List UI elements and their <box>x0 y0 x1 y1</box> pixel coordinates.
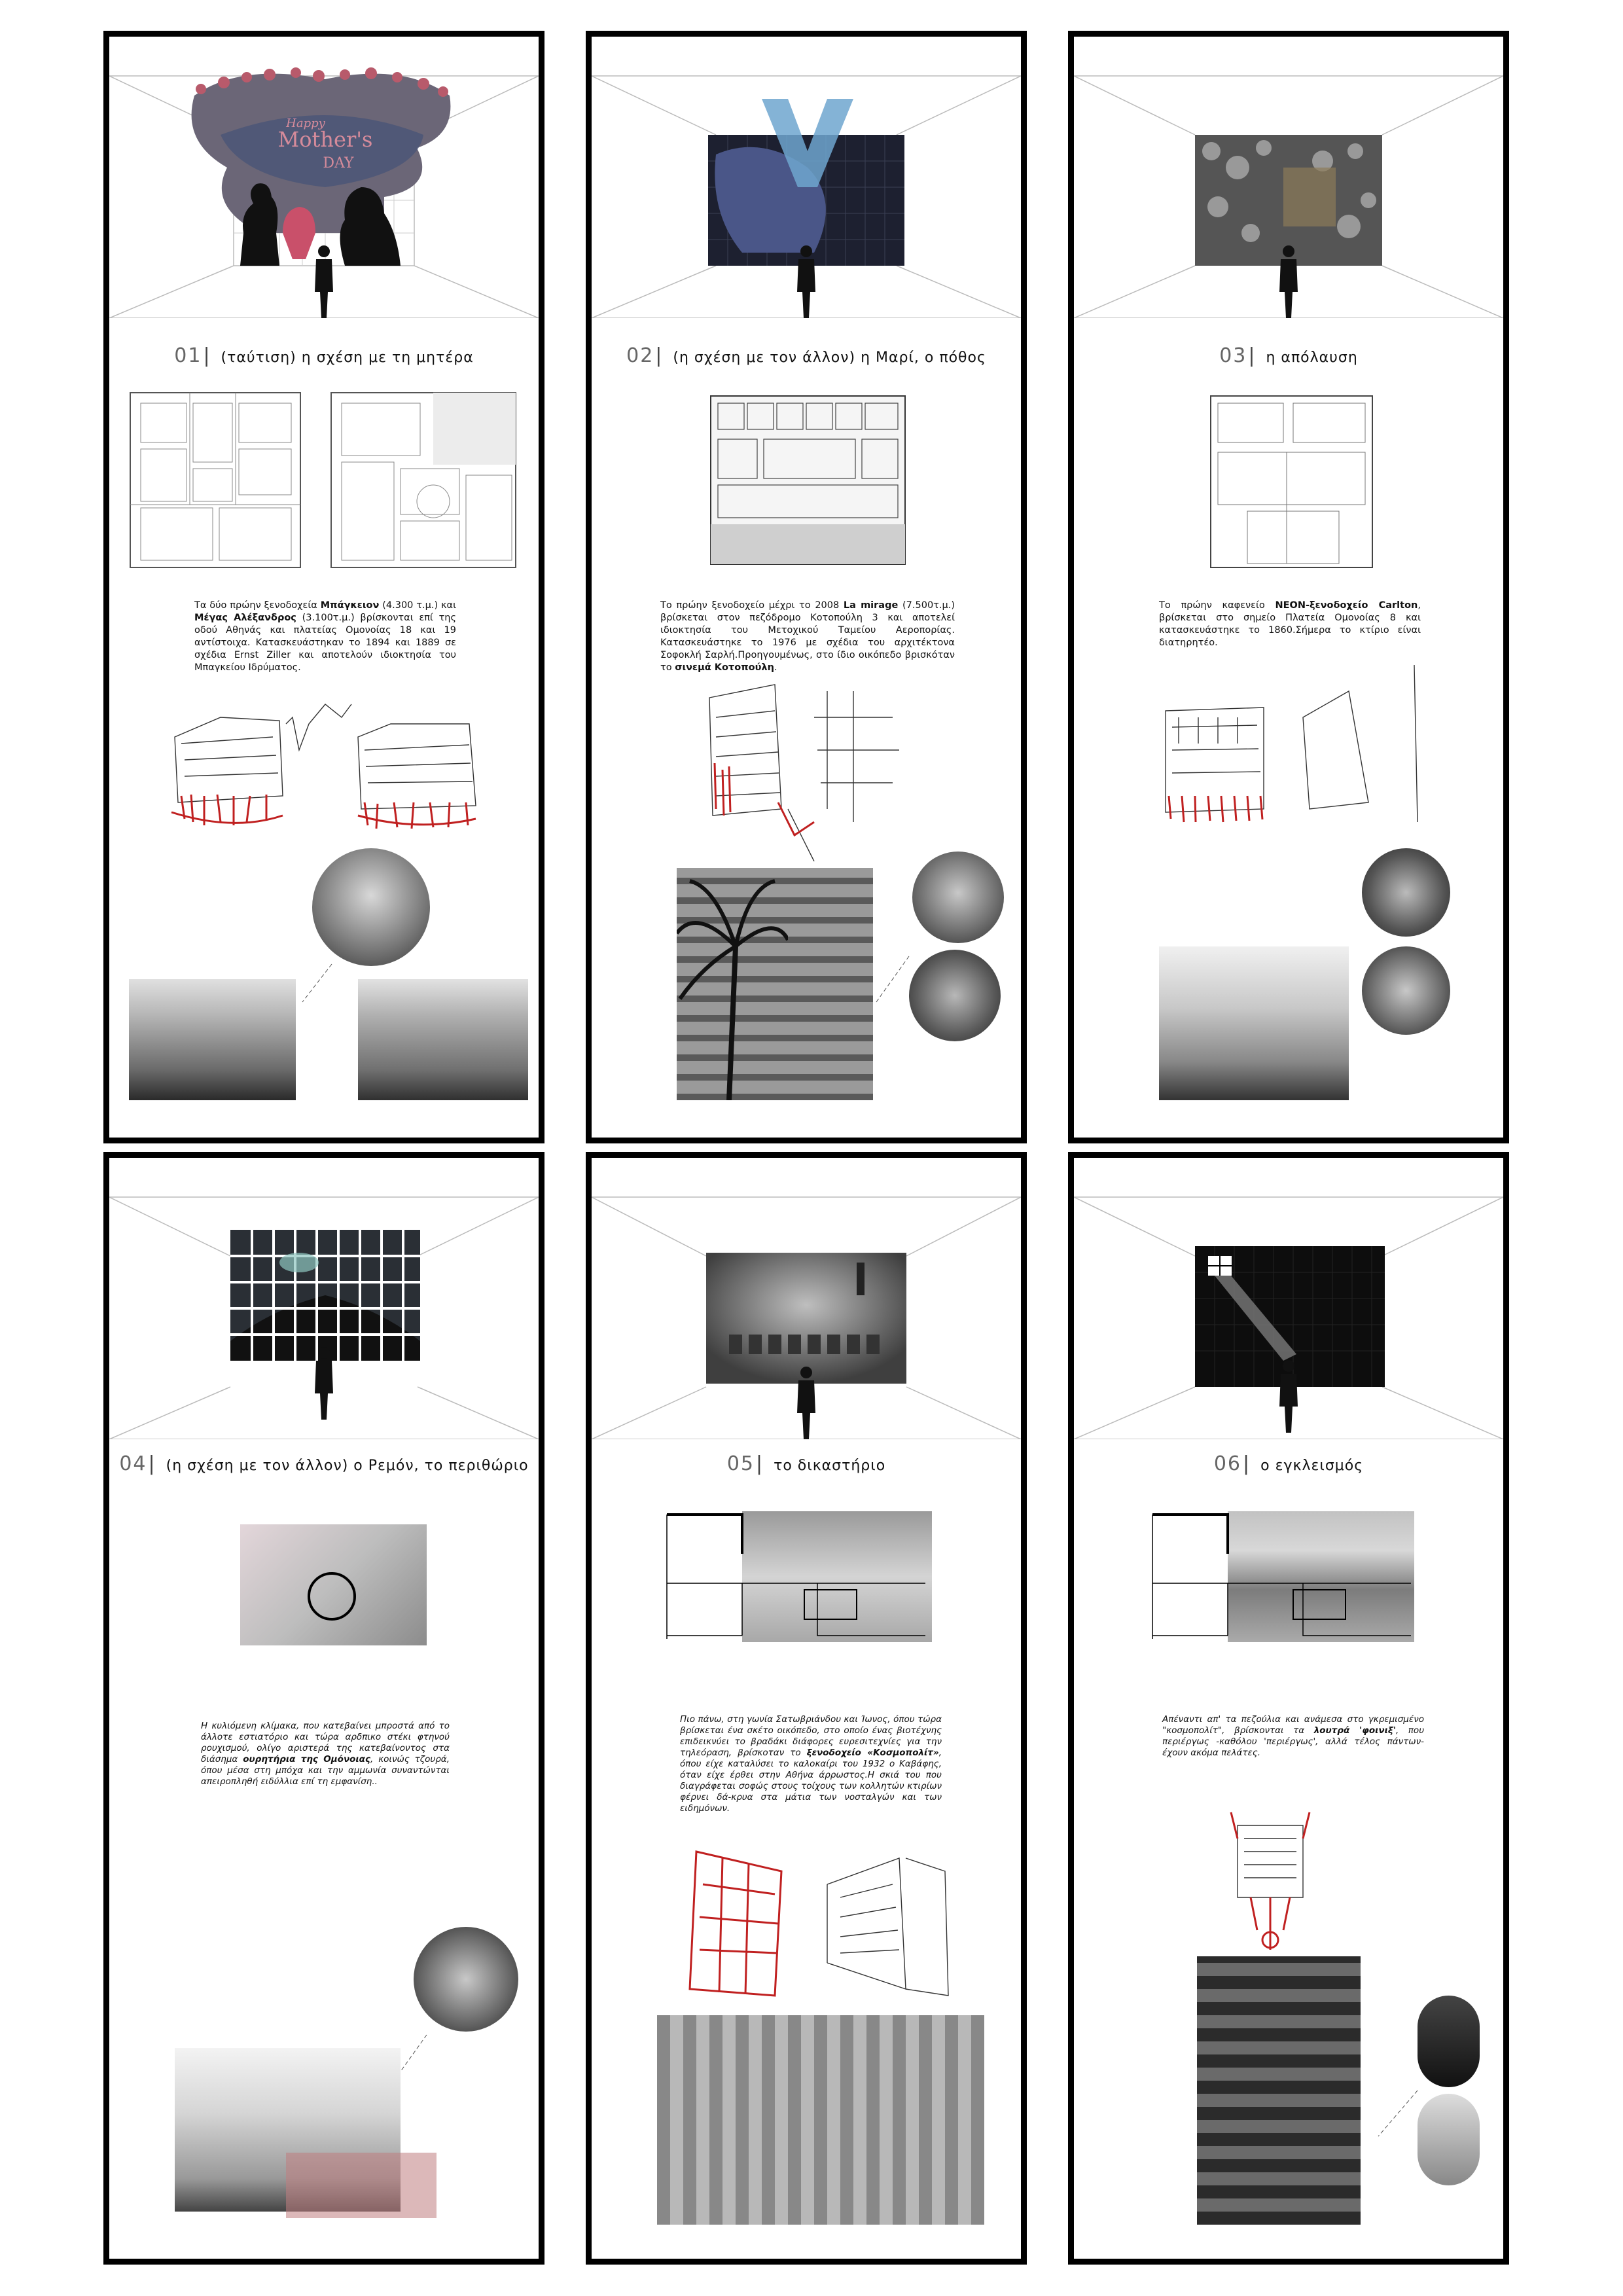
body-text-run: , που περιέργως -καθόλου 'περιέργως', αλλά τέλος πάντων- έχουν ακόμα πελάτες. <box>1162 1725 1425 1758</box>
panel-title: το δικαστήριο <box>774 1458 886 1474</box>
panel-number: 05 <box>726 1452 755 1475</box>
panel-05 <box>586 1152 1027 2265</box>
standing-figure <box>315 245 333 318</box>
people-photo-circle <box>414 1927 518 2032</box>
body-text-run: (4.300 τ.μ.) και <box>379 600 456 611</box>
site-outline <box>1149 1511 1424 1642</box>
building-photo <box>657 2015 984 2225</box>
body-text-run: Πιο πάνω, στη γωνία Σατωβριάνδου και Ίωνος, όπου τώρα βρίσκεται ένα σκέτο οικόπεδο, στο οποίο ένας βιοτέχνης επιδεικνύει το βραδάκι διάφορες ευρεσιτεχνίες για την τηλεόραση, βρίσκοταν το <box>680 1714 942 1758</box>
leader-line <box>873 953 912 1005</box>
room-perspective <box>1074 1158 1503 1439</box>
palm-silhouette <box>677 868 788 1100</box>
building-photo <box>1197 1956 1361 2225</box>
panel-heading: 02| (η σχέση με τον άλλον) η Μαρί, ο πόθος <box>626 344 986 367</box>
historic-photo-circle <box>912 852 1004 943</box>
panel-03 <box>1068 31 1509 1143</box>
building-sketch <box>696 678 912 861</box>
panel-title: (η σχέση με τον άλλον) ο Ρεμόν, το περιθώριο <box>166 1458 529 1474</box>
panel-heading: 05| το δικαστήριο <box>726 1452 886 1475</box>
leader-line <box>299 963 338 1009</box>
body-text-run: Η κυλιόμενη κλίμακα, που κατεβαίνει μπροστά από το άλλοτε εστιατόριο και τώρα αρδπικο στέκι φτηνού ρουχισμού, ολίγο αριστερά της κατεβαίνοντος στα διάσημα <box>201 1721 450 1765</box>
room-sign-top: Happy <box>286 117 325 130</box>
historic-photo-circle <box>1362 946 1450 1035</box>
room-perspective <box>109 1158 539 1439</box>
room-perspective <box>1074 37 1503 318</box>
body-text-run: . <box>774 662 777 673</box>
floor-plan-left <box>128 390 303 570</box>
panel-title: (η σχέση με τον άλλον) η Μαρί, ο πόθος <box>673 350 986 366</box>
panel-number: 04 <box>119 1452 147 1475</box>
body-text-run: Το πρώην ξενοδοχείο μέχρι το 2008 <box>660 600 844 611</box>
leader-line <box>1375 2087 1421 2140</box>
panel-title: (ταύτιση) η σχέση με τη μητέρα <box>221 350 474 366</box>
site-marker <box>306 1570 358 1623</box>
panel-number: 06 <box>1213 1452 1242 1475</box>
facade-sketch <box>1152 665 1447 848</box>
panel-02 <box>586 31 1027 1143</box>
emphasis-text: La mirage <box>843 600 899 611</box>
site-outline <box>664 1511 938 1642</box>
building-photo-left <box>129 979 296 1100</box>
body-text-run: Απέναντι απ' τα πεζούλια και ανάμεσα στο γκρεμισμένο "κοσμοπολίτ", βρίσκονται τα <box>1162 1714 1424 1736</box>
body-text-run: Το πρώην καφενείο <box>1159 600 1275 611</box>
body-text-run: Τα δύο πρώην ξενοδοχεία <box>194 600 321 611</box>
emphasis-text: ουρητήρια της Ομόνοιας <box>243 1754 370 1765</box>
building-photo-right <box>358 979 528 1100</box>
room-perspective <box>592 37 1021 318</box>
body-text-run: , βρίσκεται στο σημείο Πλατεία Ομονοίας 8 και κατασκευάστηκε το 1860.Σήμερα το κτίριο είναι διατηρητέο. <box>1159 600 1421 648</box>
panel-heading: 03| η απόλαυση <box>1219 344 1358 367</box>
emphasis-text: Μέγας Αλέξανδρος <box>194 613 296 623</box>
emphasis-text: σινεμά Κοτοπούλη <box>675 662 774 673</box>
panel-description <box>680 1714 942 1814</box>
floor-plan <box>1208 393 1375 570</box>
body-text-run: (3.100τ.μ.) βρίσκονται επί της οδού Αθηνάς και πλατείας Ομονοίας 18 και 19 αντίστοιχα. Κατασκευάστηκαν το 1894 και 1889 σε σχέδια Ernst Ziller και αποτελούν ιδιοκτησία του Μπαγκείου Ιδρύματος. <box>194 613 456 673</box>
panel-description <box>201 1721 450 1787</box>
panel-heading: 04| (η σχέση με τον άλλον) ο Ρεμόν, το περιθώριο <box>119 1452 529 1475</box>
room-sign-bottom: DAY <box>323 155 354 171</box>
emphasis-text: NEON-ξενοδοχείο Carlton <box>1275 600 1418 611</box>
room-sign: Mother's <box>277 127 373 152</box>
room-perspective <box>592 1158 1021 1439</box>
emphasis-text: Μπάγκειον <box>320 600 380 611</box>
room-perspective <box>109 37 539 318</box>
emphasis-text: ξενοδοχείο «Κοσμοπολίτ» <box>806 1748 939 1758</box>
body-text-run: , όπου είχε καταλύσει το καλοκαίρι του 1932 ο Καβάφης, όταν είχε έρθει στην Αθήνα άρρωστος.Η σκιά του που διαγράφεται σοφώς στους τοίχους των κολλητών κτιρίων φέρνει δά-κρυα στα μάτια των νοσταλγών και των ειδημόνων. <box>680 1748 942 1814</box>
panel-description <box>660 600 955 674</box>
historic-photo-circle <box>1362 848 1450 937</box>
panel-description <box>1162 1714 1424 1759</box>
panel-title: ο εγκλεισμός <box>1260 1458 1364 1474</box>
body-text-run: , κοινώς τζουρά, όπου μέσα στη μπόχα και την αμμωνία συναντώνται απειροπληθή ειδύλλια επί τη εμφανίση.. <box>201 1754 450 1787</box>
panel-description <box>194 600 456 674</box>
panel-heading: 01| (ταύτιση) η σχέση με τη μητέρα <box>174 344 474 367</box>
panel-description <box>1159 600 1421 649</box>
facade-sketch <box>683 1845 958 2009</box>
floor-plan <box>708 393 908 567</box>
historic-photo-circle <box>1418 2094 1480 2185</box>
panel-number: 03 <box>1219 344 1247 367</box>
floor-plan-right <box>329 390 518 570</box>
panel-heading: 06| ο εγκλεισμός <box>1213 1452 1364 1475</box>
building-sketch <box>1192 1799 1349 1950</box>
historic-photo-circle <box>312 848 430 966</box>
panel-06 <box>1068 1152 1509 2265</box>
panel-04 <box>103 1152 544 2265</box>
facade-sketch <box>168 698 489 838</box>
panel-01 <box>103 31 544 1143</box>
panel-title: η απόλαυση <box>1266 350 1358 366</box>
historic-photo-circle <box>1418 1996 1480 2087</box>
panel-number: 02 <box>626 344 654 367</box>
body-text-run: (7.500τ.μ.) βρίσκεται στον πεζόδρομο Κοτοπούλη 3 και αποτελεί ιδιοκτησία του Μετοχικού Ταμείου Αεροπορίας. Κατασκευάστηκε το 1976 με σχέδια του αρχιτέκτονα Σοφοκλή Σαρλή.Προηγουμένως, στο ίδιο οικόπεδο βρισκόταν το <box>660 600 955 673</box>
historic-photo-circle <box>909 950 1001 1041</box>
highlight-overlay <box>286 2153 437 2218</box>
panel-number: 01 <box>174 344 202 367</box>
building-photo <box>1159 946 1349 1100</box>
emphasis-text: λουτρά 'φοινιξ' <box>1313 1725 1396 1736</box>
